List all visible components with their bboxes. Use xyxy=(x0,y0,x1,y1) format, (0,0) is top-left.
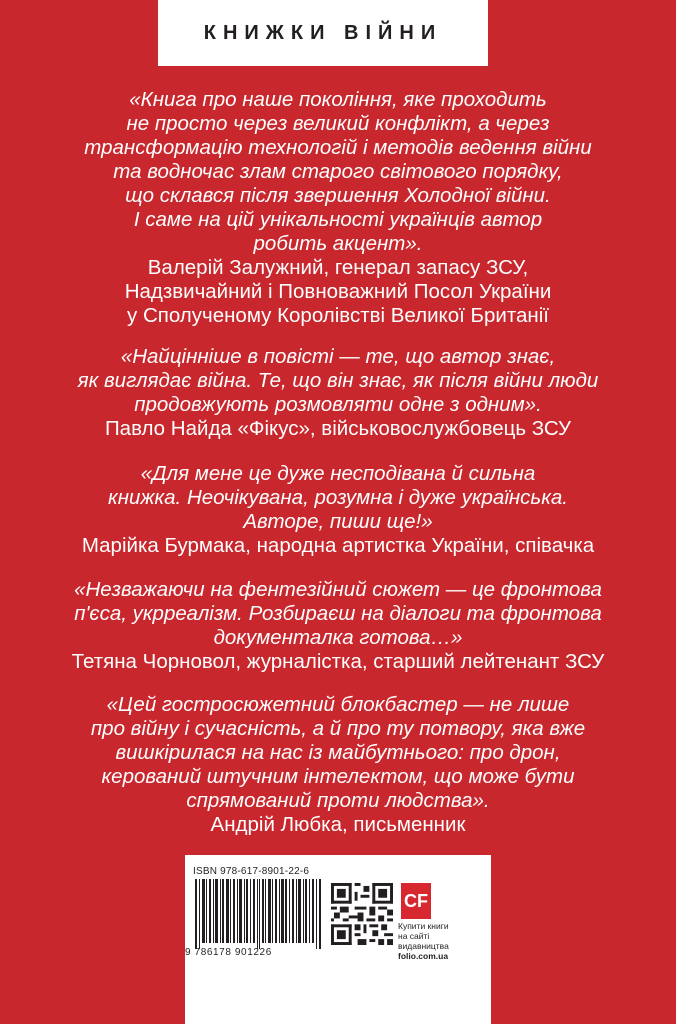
quote-block xyxy=(20,88,656,328)
quote-line: «Найцінніше в повісті — те, що автор знає, xyxy=(120,345,556,368)
quote-author-line: Марійка Бурмака, народна артистка України, співачка xyxy=(81,534,595,557)
quote-block xyxy=(20,578,656,674)
quote-line: що склався після звершення Холодної війни. xyxy=(125,184,551,207)
quote-line: вишкірилася на нас із майбутнього: про дрон, xyxy=(115,741,561,764)
quote-line: керований штучним інтелектом, що може бути xyxy=(101,765,575,788)
quote-author-line: Павло Найда «Фікус», військовослужбовець ЗСУ xyxy=(104,417,572,440)
quote-block xyxy=(20,462,656,558)
quote-block xyxy=(20,345,656,441)
barcode-digits: 9 786178 901226 xyxy=(185,947,272,958)
series-banner xyxy=(158,0,488,66)
quote-line: «Незважаючи на фентезійний сюжет — це фронтова xyxy=(74,578,602,601)
quote-line: та водночас злам старого світового порядку, xyxy=(113,160,563,183)
quote-author-line: Тетяна Чорновол, журналістка, старший лейтенант ЗСУ xyxy=(71,650,605,673)
isbn-label: ISBN 978-617-8901-22-6 xyxy=(193,866,310,877)
publisher-url: folio.com.ua xyxy=(398,951,449,961)
quote-line: Авторе, пиши ще!» xyxy=(243,510,433,533)
qr-code-icon xyxy=(331,883,393,945)
publisher-line: на сайті xyxy=(398,931,430,941)
barcode-box xyxy=(185,855,491,1024)
quote-line: не просто через великий конфлікт, а через xyxy=(126,112,550,135)
quote-block xyxy=(20,693,656,837)
quote-line: спрямований проти людства». xyxy=(186,789,490,812)
quote-line: «Цей гостросюжетний блокбастер — не лише xyxy=(106,693,570,716)
series-title: КНИЖКИ ВІЙНИ xyxy=(203,21,443,44)
publisher-line: Купити книги xyxy=(398,921,449,931)
publisher-logo: CF xyxy=(401,883,431,919)
quote-line: як виглядає війна. Те, що він знає, як після війни люди xyxy=(77,369,599,392)
publisher-line: видавництва xyxy=(398,941,449,951)
quote-line: І саме на цій унікальності українців автор xyxy=(133,208,543,231)
publisher-text xyxy=(398,921,488,961)
quote-author-line: Валерій Залужний, генерал запасу ЗСУ, xyxy=(147,256,529,279)
barcode-icon xyxy=(195,879,323,949)
quote-author-line: у Сполученому Королівстві Великої Британії xyxy=(127,304,549,327)
quote-line: «Для мене це дуже несподівана й сильна xyxy=(140,462,536,485)
quote-line: книжка. Неочікувана, розумна і дуже українська. xyxy=(108,486,568,509)
quote-line: робить акцент». xyxy=(253,232,423,255)
quote-line: продовжують розмовляти одне з одним». xyxy=(134,393,542,416)
quote-line: трансформацію технологій і методів ведення війни xyxy=(84,136,592,159)
quote-author-line: Надзвичайний і Повноважний Посол України xyxy=(124,280,552,303)
quote-line: документалка готова…» xyxy=(213,626,463,649)
quote-line: п'єса, укрреалізм. Розбираєш на діалоги та фронтова xyxy=(74,602,602,625)
quote-author-line: Андрій Любка, письменник xyxy=(210,813,466,836)
quote-line: «Книга про наше покоління, яке проходить xyxy=(129,88,547,111)
quote-line: про війну і сучасність, а й про ту потвору, яка вже xyxy=(90,717,586,740)
